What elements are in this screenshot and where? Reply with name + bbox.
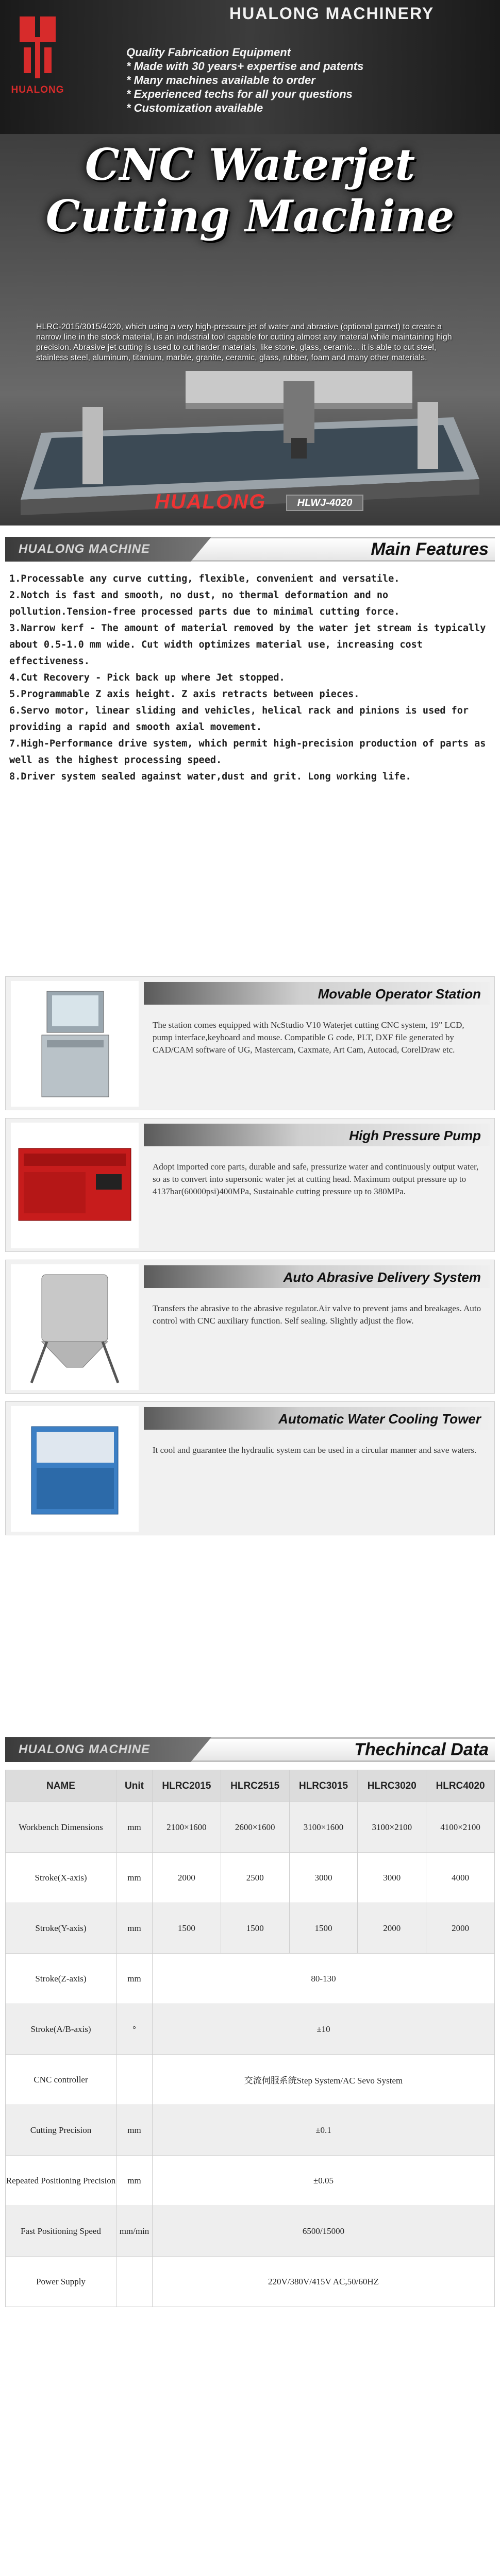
company-logo <box>9 11 66 109</box>
component-title: Movable Operator Station <box>318 986 481 1002</box>
cell: 2000 <box>426 1903 495 1954</box>
component-title: Auto Abrasive Delivery System <box>283 1269 481 1285</box>
logo-text: HUALONG <box>11 84 64 95</box>
abrasive-hopper-image <box>11 1264 139 1390</box>
col-header: Unit <box>116 1770 153 1802</box>
table-header-row <box>6 1770 495 1802</box>
row-unit <box>116 2055 153 2105</box>
hero-banner <box>0 0 500 526</box>
hero-top-band <box>0 0 500 134</box>
col-header: HLRC2515 <box>221 1770 289 1802</box>
cell: 4000 <box>426 1853 495 1903</box>
machine-model-badge: HLWJ-4020 <box>286 495 363 511</box>
component-pressure-pump <box>5 1118 495 1252</box>
spec-table <box>5 1770 495 2307</box>
cell: 2000 <box>358 1903 426 1954</box>
main-features-header <box>0 531 500 568</box>
cell: 4100×2100 <box>426 1802 495 1853</box>
component-title: Automatic Water Cooling Tower <box>278 1411 481 1427</box>
cell: 3000 <box>289 1853 358 1903</box>
cell: 6500/15000 <box>153 2206 495 2257</box>
hero-title-line2: Cutting Machine <box>45 191 455 242</box>
cell: 2000 <box>153 1853 221 1903</box>
brand-name: HUALONG MACHINERY <box>229 4 435 23</box>
row-name: Stroke(X-axis) <box>6 1853 116 1903</box>
hero-bullet: Quality Fabrication Equipment <box>126 46 291 59</box>
row-unit <box>116 2257 153 2307</box>
table-row <box>6 2206 495 2257</box>
cell: ±10 <box>153 2004 495 2055</box>
hero-bullet: * Experienced techs for all your questions <box>126 88 353 100</box>
cell: ±0.1 <box>153 2105 495 2156</box>
hero-bullet: * Customization available <box>126 101 263 114</box>
tech-data-header <box>0 1731 500 1768</box>
component-text: It cool and guarantee the hydraulic system can be used in a circular manner and save waters. <box>153 1445 477 1455</box>
table-row <box>6 2257 495 2307</box>
section-subtitle: HUALONG MACHINE <box>19 542 150 556</box>
col-header: HLRC4020 <box>426 1770 495 1802</box>
row-name: Cutting Precision <box>6 2105 116 2156</box>
section-title: Thechincal Data <box>354 1740 489 1759</box>
pressure-pump-image <box>11 1123 139 1248</box>
section-subtitle: HUALONG MACHINE <box>19 1742 150 1756</box>
feature-item: 6.Servo motor, linear sliding and vehicles, helical rack and pinions is used for providing a rapid and smooth axial movement. <box>9 705 469 733</box>
spec-table-wrapper <box>5 1770 495 2307</box>
row-name: Stroke(A/B-axis) <box>6 2004 116 2055</box>
table-row <box>6 1802 495 1853</box>
component-text: The station comes equipped with NcStudio V10 Waterjet cutting CNC system, 19" LCD, pump interface,keyboard and mouse. Compatible G code, PLT, DXF file generated by CAD/CAM software of UG, Mastercam, Caxmate, Art Cam, Autocad, CorelDraw etc. <box>153 1020 464 1055</box>
main-features-list <box>9 571 491 785</box>
section-title: Main Features <box>371 539 489 559</box>
cell: 220V/380V/415V AC,50/60HZ <box>153 2257 495 2307</box>
hero-bullets <box>126 45 363 115</box>
row-name: Fast Positioning Speed <box>6 2206 116 2257</box>
cell: 1500 <box>289 1903 358 1954</box>
row-unit: mm <box>116 1903 153 1954</box>
col-header: HLRC3020 <box>358 1770 426 1802</box>
row-name: CNC controller <box>6 2055 116 2105</box>
col-header: NAME <box>6 1770 116 1802</box>
row-unit: mm <box>116 1853 153 1903</box>
table-row <box>6 2055 495 2105</box>
hero-bullet: * Many machines available to order <box>126 74 315 87</box>
feature-item: 5.Programmable Z axis height. Z axis retracts between pieces. <box>9 689 360 700</box>
row-name: Workbench Dimensions <box>6 1802 116 1853</box>
component-title: High Pressure Pump <box>349 1128 481 1143</box>
row-unit: ° <box>116 2004 153 2055</box>
cell: 2600×1600 <box>221 1802 289 1853</box>
col-header: HLRC3015 <box>289 1770 358 1802</box>
row-unit: mm <box>116 1802 153 1853</box>
cell: 2500 <box>221 1853 289 1903</box>
cell: 3100×1600 <box>289 1802 358 1853</box>
cell: 交流伺服系统Step System/AC Sevo System <box>153 2055 495 2105</box>
cooling-tower-image <box>11 1406 139 1532</box>
hero-bullet: * Made with 30 years+ expertise and patents <box>126 60 364 73</box>
component-operator-station <box>5 976 495 1110</box>
table-row <box>6 1853 495 1903</box>
table-row <box>6 2004 495 2055</box>
component-text: Transfers the abrasive to the abrasive regulator.Air valve to prevent jams and breakages. Auto control with CNC auxiliary function. Self sealing. Slightly adjust the flow. <box>153 1303 481 1326</box>
feature-item: 2.Notch is fast and smooth, no dust, no thermal deformation and no pollution.Tension-free processed parts due to minimal cutting force. <box>9 590 400 617</box>
row-unit: mm <box>116 2156 153 2206</box>
cell: 80-130 <box>153 1954 495 2004</box>
feature-item: 7.High-Performance drive system, which permit high-precision production of parts as well as the highest processing speed. <box>9 738 486 766</box>
logo-mark-icon <box>14 16 61 78</box>
table-row <box>6 2105 495 2156</box>
feature-item: 3.Narrow kerf - The amount of material removed by the water jet stream is typically about 0.5-1.0 mm wide. Cut width optimizes material use, increasing cost effectiveness. <box>9 623 486 667</box>
machine-brand: HUALONG <box>155 490 266 513</box>
hero-title-line1: CNC Waterjet <box>85 139 415 190</box>
feature-item: 8.Driver system sealed against water,dust and grit. Long working life. <box>9 771 411 782</box>
row-name: Repeated Positioning Precision <box>6 2156 116 2206</box>
hero-title <box>0 139 500 242</box>
row-name: Power Supply <box>6 2257 116 2307</box>
table-row <box>6 2156 495 2206</box>
operator-station-image <box>11 981 139 1107</box>
component-text: Adopt imported core parts, durable and safe, pressurize water and continuously output water, so as to convert into supersonic water jet at cutting head. Maximum output pressure up to 4137bar(60000psi)400MPa, Sustainable cutting pressure up to 380MPa. <box>153 1162 479 1196</box>
cell: 3100×2100 <box>358 1802 426 1853</box>
row-name: Stroke(Z-axis) <box>6 1954 116 2004</box>
row-unit: mm/min <box>116 2206 153 2257</box>
table-row <box>6 1903 495 1954</box>
cell: ±0.05 <box>153 2156 495 2206</box>
row-name: Stroke(Y-axis) <box>6 1903 116 1954</box>
applications-header <box>0 2571 500 2576</box>
cell: 3000 <box>358 1853 426 1903</box>
feature-item: 4.Cut Recovery - Pick back up where Jet stopped. <box>9 672 285 683</box>
cell: 2100×1600 <box>153 1802 221 1853</box>
hero-description: HLRC-2015/3015/4020, which using a very high-pressure jet of water and abrasive (optional garnet) to create a narrow line in the stock material, is an industrial tool capable for cutting almost any material while maintaining high precision. Abrasive jet cutting is used to cut harder materials, like stone, glass, ceramic... it is able to cut steel, stainless steel, aluminum, titanium, marble, granite, ceramic, glass, rubber, foam and many other materials. <box>36 323 452 362</box>
cell: 1500 <box>221 1903 289 1954</box>
component-cooling-tower <box>5 1401 495 1535</box>
component-abrasive-delivery <box>5 1260 495 1394</box>
col-header: HLRC2015 <box>153 1770 221 1802</box>
row-unit: mm <box>116 2105 153 2156</box>
row-unit: mm <box>116 1954 153 2004</box>
cell: 1500 <box>153 1903 221 1954</box>
feature-item: 1.Processable any curve cutting, flexible, convenient and versatile. <box>9 573 400 584</box>
table-row <box>6 1954 495 2004</box>
